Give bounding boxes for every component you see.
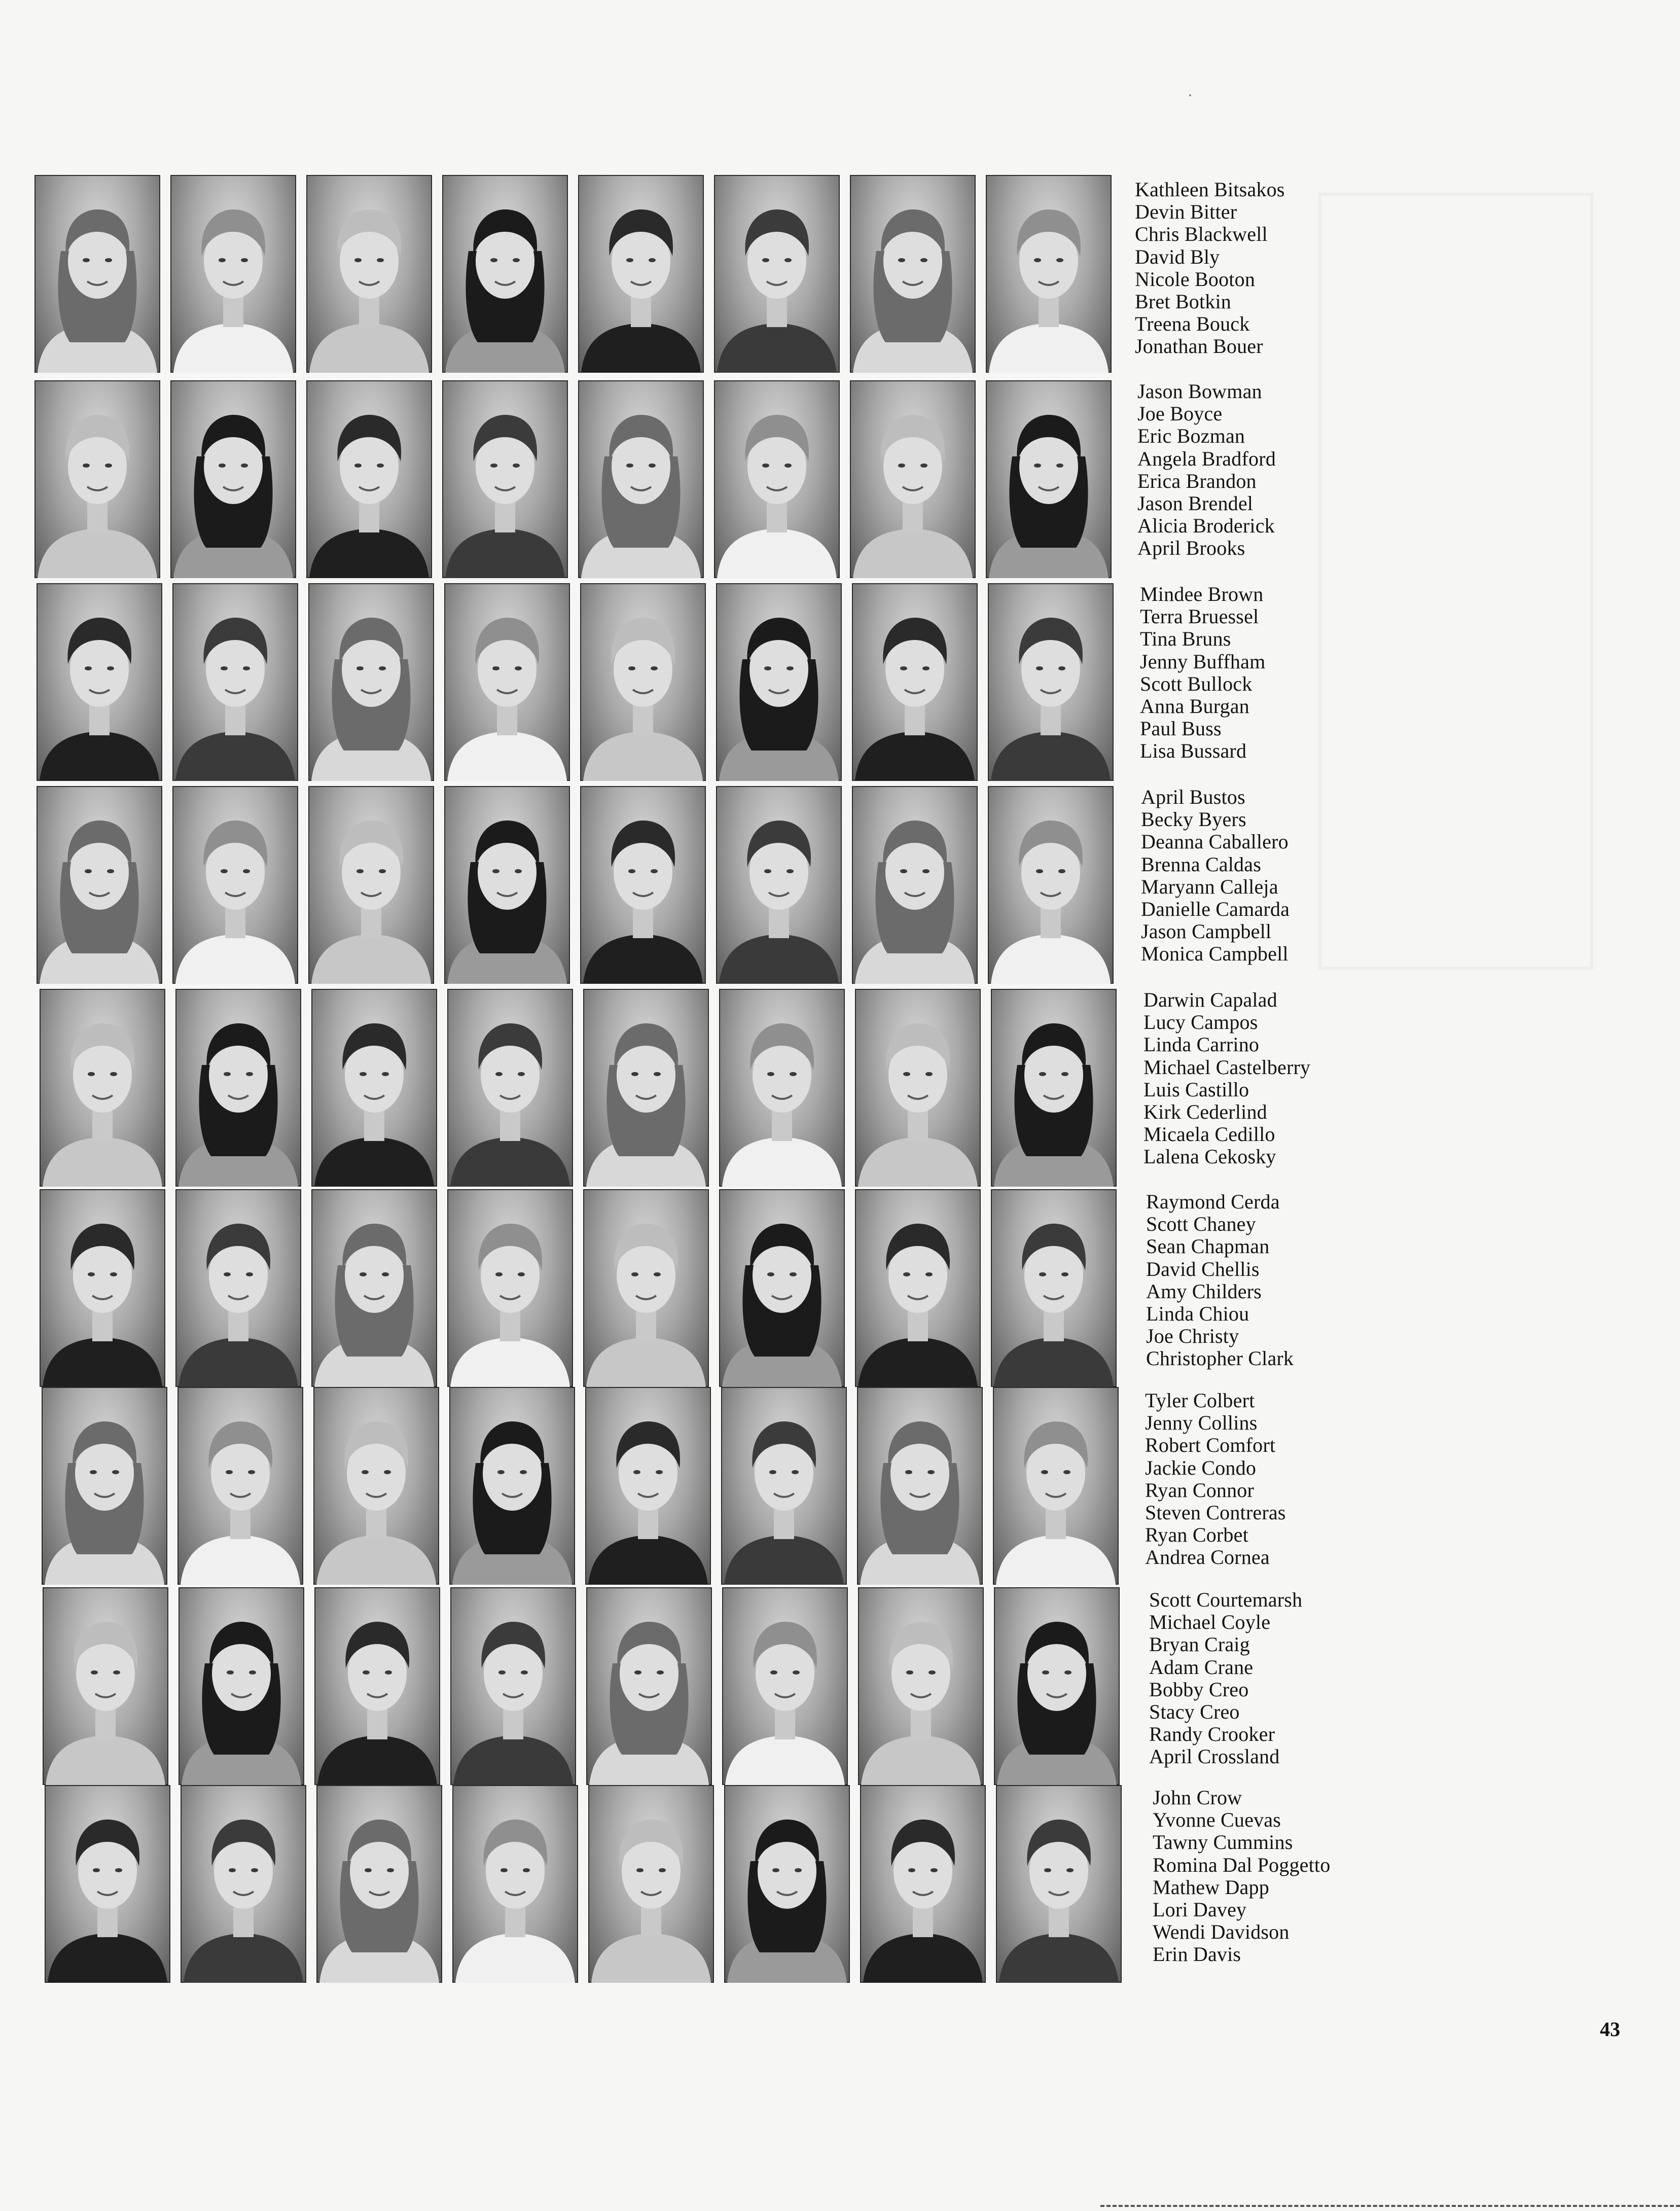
student-portrait-photo xyxy=(714,175,840,373)
portrait-frame xyxy=(850,175,976,373)
student-name: Jackie Condo xyxy=(1145,1456,1257,1479)
student-name: Linda Chiou xyxy=(1146,1302,1249,1326)
student-portrait-photo xyxy=(988,583,1114,781)
student-name: Micaela Cedillo xyxy=(1143,1123,1275,1146)
student-name: John Crow xyxy=(1153,1786,1242,1809)
portrait-frame xyxy=(45,1785,170,1983)
student-portrait-photo xyxy=(314,1587,440,1785)
student-name: Yvonne Cuevas xyxy=(1153,1808,1281,1832)
student-name: Tina Bruns xyxy=(1140,627,1231,651)
photo-row xyxy=(45,1785,1132,1988)
student-name: Erica Brandon xyxy=(1137,469,1257,492)
student-name: Lucy Campos xyxy=(1143,1011,1258,1034)
portrait-frame xyxy=(43,1587,168,1785)
portrait-frame xyxy=(578,175,704,373)
photo-row xyxy=(40,989,1127,1192)
name-list xyxy=(1149,1589,1433,1768)
student-portrait-photo xyxy=(452,1785,578,1983)
student-name: April Brooks xyxy=(1137,537,1245,560)
student-name: Joe Christy xyxy=(1146,1325,1239,1348)
portrait-frame xyxy=(34,380,160,578)
portrait-frame xyxy=(314,1587,440,1785)
portrait-frame xyxy=(724,1785,850,1983)
student-name: Amy Childers xyxy=(1146,1279,1262,1303)
student-portrait-photo xyxy=(986,175,1112,373)
student-name: Darwin Capalad xyxy=(1143,988,1277,1011)
student-portrait-photo xyxy=(857,1387,983,1585)
portrait-frame xyxy=(996,1785,1122,1983)
student-name: Mindee Brown xyxy=(1140,583,1264,605)
student-name: Erin Davis xyxy=(1153,1943,1241,1966)
student-portrait-photo xyxy=(172,583,298,781)
portrait-frame xyxy=(442,380,568,578)
student-portrait-photo xyxy=(177,1387,303,1585)
portrait-frame xyxy=(452,1785,578,1983)
portrait-frame xyxy=(857,1387,983,1585)
student-portrait-photo xyxy=(308,786,434,984)
student-portrait-photo xyxy=(986,380,1112,578)
name-list xyxy=(1145,1389,1429,1569)
student-portrait-photo xyxy=(306,175,432,373)
student-name: April Crossland xyxy=(1149,1745,1280,1768)
student-name: Michael Castelberry xyxy=(1143,1055,1311,1079)
student-portrait-photo xyxy=(850,175,976,373)
portrait-frame xyxy=(172,583,298,781)
student-portrait-photo xyxy=(178,1587,304,1785)
student-name: Stacy Creo xyxy=(1149,1700,1240,1724)
student-name: Christopher Clark xyxy=(1146,1347,1294,1370)
student-portrait-photo xyxy=(580,583,706,781)
student-portrait-photo xyxy=(181,1785,306,1983)
student-portrait-photo xyxy=(37,583,162,781)
portrait-frame xyxy=(588,1785,714,1983)
portrait-frame xyxy=(852,786,978,984)
student-name: Angela Bradford xyxy=(1137,447,1276,470)
student-portrait-photo xyxy=(993,1387,1119,1585)
portrait-frame xyxy=(583,1189,709,1387)
portrait-frame xyxy=(311,989,437,1187)
student-portrait-photo xyxy=(721,1387,847,1585)
student-name: Randy Crooker xyxy=(1149,1723,1275,1746)
name-list xyxy=(1141,786,1425,966)
student-name: Monica Campbell xyxy=(1141,942,1289,966)
student-portrait-photo xyxy=(991,1189,1117,1387)
student-name: Luis Castillo xyxy=(1143,1078,1249,1101)
student-portrait-photo xyxy=(447,1189,573,1387)
student-name: Robert Comfort xyxy=(1145,1434,1276,1457)
student-name: Lori Davey xyxy=(1153,1898,1247,1921)
student-name: Ryan Corbet xyxy=(1145,1523,1248,1547)
student-name: Andrea Cornea xyxy=(1145,1546,1270,1569)
student-name: Eric Bozman xyxy=(1137,424,1245,448)
portrait-frame xyxy=(316,1785,442,1983)
portrait-frame xyxy=(719,989,845,1187)
student-portrait-photo xyxy=(988,786,1114,984)
portrait-frame xyxy=(306,380,432,578)
portrait-frame xyxy=(586,1587,712,1785)
student-portrait-photo xyxy=(583,1189,709,1387)
portrait-frame xyxy=(993,1387,1119,1585)
student-name: David Bly xyxy=(1135,245,1220,268)
student-portrait-photo xyxy=(444,583,570,781)
student-portrait-photo xyxy=(450,1587,576,1785)
portrait-frame xyxy=(858,1587,984,1785)
student-portrait-photo xyxy=(175,989,301,1187)
student-name: Deanna Caballero xyxy=(1141,830,1289,853)
student-name: Bobby Creo xyxy=(1149,1678,1249,1701)
student-portrait-photo xyxy=(449,1387,575,1585)
student-portrait-photo xyxy=(175,1189,301,1387)
portrait-frame xyxy=(313,1387,439,1585)
student-name: Jenny Buffham xyxy=(1140,650,1266,673)
student-portrait-photo xyxy=(580,786,706,984)
student-portrait-photo xyxy=(585,1387,711,1585)
student-name: Nicole Booton xyxy=(1135,267,1256,291)
student-portrait-photo xyxy=(170,175,296,373)
student-name: Terra Bruessel xyxy=(1140,605,1259,628)
portrait-frame xyxy=(308,583,434,781)
name-list xyxy=(1140,583,1424,763)
student-name: Becky Byers xyxy=(1141,808,1246,831)
portrait-frame xyxy=(170,175,296,373)
portrait-frame xyxy=(311,1189,437,1387)
student-name: Joe Boyce xyxy=(1137,402,1223,425)
student-name: Scott Courtemarsh xyxy=(1149,1588,1303,1611)
portrait-frame xyxy=(444,786,570,984)
student-name: Romina Dal Poggetto xyxy=(1153,1853,1331,1876)
student-portrait-photo xyxy=(714,380,840,578)
portrait-frame xyxy=(580,786,706,984)
student-name: Sean Chapman xyxy=(1146,1235,1270,1258)
student-name: Lisa Bussard xyxy=(1140,739,1247,763)
student-portrait-photo xyxy=(170,380,296,578)
student-portrait-photo xyxy=(716,583,842,781)
student-portrait-photo xyxy=(578,175,704,373)
name-list xyxy=(1137,380,1421,560)
student-name: Kathleen Bitsakos xyxy=(1135,178,1285,201)
student-portrait-photo xyxy=(724,1785,850,1983)
student-name: April Bustos xyxy=(1141,786,1245,808)
student-name: Brenna Caldas xyxy=(1141,852,1261,876)
student-portrait-photo xyxy=(43,1587,168,1785)
name-list xyxy=(1143,989,1427,1168)
portrait-frame xyxy=(447,1189,573,1387)
student-portrait-photo xyxy=(716,786,842,984)
student-portrait-photo xyxy=(586,1587,712,1785)
portrait-frame xyxy=(449,1387,575,1585)
photo-row xyxy=(40,1189,1127,1392)
student-name: Scott Bullock xyxy=(1140,672,1253,695)
student-portrait-photo xyxy=(991,989,1117,1187)
student-portrait-photo xyxy=(306,380,432,578)
portrait-frame xyxy=(991,1189,1117,1387)
portrait-frame xyxy=(308,786,434,984)
student-portrait-photo xyxy=(34,380,160,578)
student-name: Michael Coyle xyxy=(1149,1611,1271,1634)
student-name: Kirk Cederlind xyxy=(1143,1100,1267,1124)
portrait-frame xyxy=(37,786,162,984)
student-portrait-photo xyxy=(996,1785,1122,1983)
portrait-frame xyxy=(716,583,842,781)
portrait-frame xyxy=(719,1189,845,1387)
student-portrait-photo xyxy=(855,1189,981,1387)
student-name: Anna Burgan xyxy=(1140,695,1249,718)
portrait-frame xyxy=(175,989,301,1187)
portrait-frame xyxy=(578,380,704,578)
name-list xyxy=(1153,1787,1437,1966)
student-portrait-photo xyxy=(719,1189,845,1387)
student-name: David Chellis xyxy=(1146,1257,1260,1280)
student-name: Steven Contreras xyxy=(1145,1501,1286,1524)
student-name: Bret Botkin xyxy=(1135,290,1231,313)
student-portrait-photo xyxy=(588,1785,714,1983)
student-portrait-photo xyxy=(442,175,568,373)
student-name: Bryan Craig xyxy=(1149,1633,1250,1656)
portrait-frame xyxy=(986,175,1112,373)
portrait-frame xyxy=(986,380,1112,578)
student-name: Jenny Collins xyxy=(1145,1411,1258,1435)
student-name: Jason Campbell xyxy=(1141,920,1272,943)
portrait-frame xyxy=(306,175,432,373)
student-portrait-photo xyxy=(34,175,160,373)
portrait-frame xyxy=(172,786,298,984)
student-portrait-photo xyxy=(850,380,976,578)
photo-row xyxy=(43,1587,1130,1790)
name-list xyxy=(1146,1191,1430,1370)
portrait-frame xyxy=(860,1785,986,1983)
portrait-frame xyxy=(450,1587,576,1785)
portrait-frame xyxy=(40,989,165,1187)
portrait-frame xyxy=(716,786,842,984)
student-portrait-photo xyxy=(442,380,568,578)
student-name: Linda Carrino xyxy=(1143,1033,1260,1056)
portrait-frame xyxy=(580,583,706,781)
student-portrait-photo xyxy=(40,989,165,1187)
portrait-frame xyxy=(722,1587,848,1785)
student-name: Treena Bouck xyxy=(1135,312,1250,336)
student-name: Chris Blackwell xyxy=(1135,223,1268,246)
photo-row xyxy=(37,786,1124,989)
student-portrait-photo xyxy=(313,1387,439,1585)
portrait-frame xyxy=(444,583,570,781)
portrait-frame xyxy=(714,175,840,373)
name-list xyxy=(1135,179,1419,358)
student-portrait-photo xyxy=(308,583,434,781)
student-name: Lalena Cekosky xyxy=(1143,1145,1276,1168)
portrait-frame xyxy=(42,1387,167,1585)
portrait-frame xyxy=(850,380,976,578)
portrait-frame xyxy=(40,1189,165,1387)
perforation-edge xyxy=(1100,2205,1680,2207)
student-name: Mathew Dapp xyxy=(1153,1875,1269,1899)
student-name: Jason Brendel xyxy=(1137,492,1254,515)
student-portrait-photo xyxy=(583,989,709,1187)
student-name: Jason Bowman xyxy=(1137,380,1262,403)
portrait-frame xyxy=(585,1387,711,1585)
student-portrait-photo xyxy=(852,583,978,781)
student-portrait-photo xyxy=(42,1387,167,1585)
student-portrait-photo xyxy=(311,989,437,1187)
photo-row xyxy=(34,380,1122,583)
portrait-frame xyxy=(181,1785,306,1983)
student-portrait-photo xyxy=(860,1785,986,1983)
portrait-frame xyxy=(994,1587,1120,1785)
student-portrait-photo xyxy=(37,786,162,984)
student-name: Devin Bitter xyxy=(1135,200,1237,224)
student-portrait-photo xyxy=(722,1587,848,1785)
student-portrait-photo xyxy=(855,989,981,1187)
student-portrait-photo xyxy=(852,786,978,984)
student-name: Adam Crane xyxy=(1149,1655,1254,1679)
student-portrait-photo xyxy=(447,989,573,1187)
page-number: 43 xyxy=(1600,2018,1620,2041)
photo-row xyxy=(37,583,1124,786)
photo-row xyxy=(34,175,1122,378)
student-portrait-photo xyxy=(578,380,704,578)
student-name: Alicia Broderick xyxy=(1137,514,1275,538)
portrait-frame xyxy=(447,989,573,1187)
student-name: Danielle Camarda xyxy=(1141,898,1290,921)
photo-row xyxy=(42,1387,1129,1590)
student-portrait-photo xyxy=(172,786,298,984)
portrait-frame xyxy=(583,989,709,1187)
paper-speck xyxy=(1189,94,1191,96)
portrait-frame xyxy=(170,380,296,578)
student-name: Ryan Connor xyxy=(1145,1478,1255,1502)
student-portrait-photo xyxy=(316,1785,442,1983)
student-portrait-photo xyxy=(40,1189,165,1387)
student-name: Tawny Cummins xyxy=(1153,1831,1293,1854)
student-name: Maryann Calleja xyxy=(1141,875,1278,898)
portrait-frame xyxy=(991,989,1117,1187)
student-portrait-photo xyxy=(444,786,570,984)
student-portrait-photo xyxy=(311,1189,437,1387)
student-name: Scott Chaney xyxy=(1146,1213,1256,1236)
student-portrait-photo xyxy=(994,1587,1120,1785)
portrait-frame xyxy=(175,1189,301,1387)
student-name: Wendi Davidson xyxy=(1153,1920,1290,1944)
portrait-frame xyxy=(34,175,160,373)
portrait-frame xyxy=(855,1189,981,1387)
student-name: Jonathan Bouer xyxy=(1135,335,1263,358)
portrait-frame xyxy=(855,989,981,1187)
portrait-frame xyxy=(442,175,568,373)
portrait-frame xyxy=(37,583,162,781)
student-portrait-photo xyxy=(858,1587,984,1785)
portrait-frame xyxy=(714,380,840,578)
student-name: Tyler Colbert xyxy=(1145,1389,1255,1412)
student-portrait-photo xyxy=(719,989,845,1187)
portrait-frame xyxy=(721,1387,847,1585)
portrait-frame xyxy=(988,583,1114,781)
student-portrait-photo xyxy=(45,1785,170,1983)
portrait-frame xyxy=(177,1387,303,1585)
portrait-frame xyxy=(178,1587,304,1785)
student-name: Paul Buss xyxy=(1140,717,1222,740)
portrait-frame xyxy=(988,786,1114,984)
student-name: Raymond Cerda xyxy=(1146,1190,1280,1213)
portrait-frame xyxy=(852,583,978,781)
